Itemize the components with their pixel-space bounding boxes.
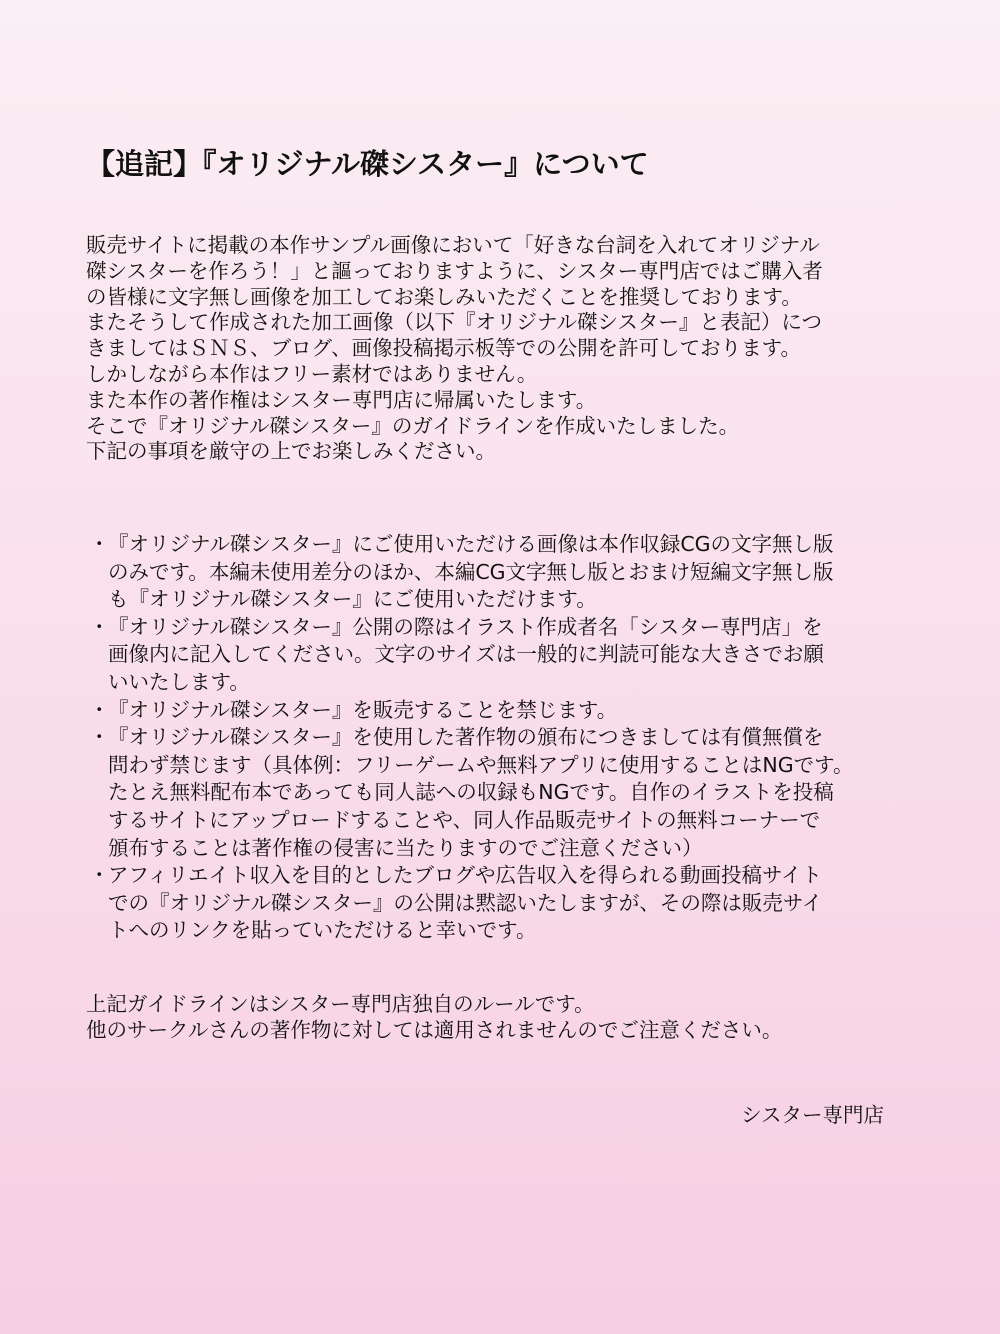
closing-paragraph: [86, 992, 946, 1044]
rule-line: たとえ無料配布本であっても同人誌への収録もNGです。自作のイラストを投稿: [108, 780, 834, 805]
rule-item: [86, 531, 966, 614]
intro-line: きましてはＳＮＳ、ブログ、画像投稿掲示板等での公開を許可しております。: [86, 336, 802, 361]
intro-line: また本作の著作権はシスター専門店に帰属いたします。: [86, 387, 597, 412]
rule-line: 画像内に記入してください。文字のサイズは一般的に判読可能な大きさでお願: [108, 642, 824, 667]
closing-line: 上記ガイドラインはシスター専門店独自のルールです。: [86, 992, 595, 1016]
bullet-marker: ・: [89, 614, 110, 639]
rule-item: [86, 724, 966, 862]
rule-line: いいたします。: [108, 669, 250, 694]
intro-paragraph: [86, 233, 946, 465]
rule-line: のみです。本編未使用差分のほか、本編CG文字無し版とおまけ短編文字無し版: [108, 559, 834, 584]
rule-item: [86, 697, 966, 725]
intro-line: 下記の事項を厳守の上でお楽しみください。: [86, 439, 496, 464]
rule-line: トへのリンクを貼っていただけると幸いです。: [108, 918, 537, 943]
rule-item: [86, 614, 966, 697]
rule-line: での『オリジナル磔シスター』の公開は黙認いたしますが、その際は販売サイ: [108, 890, 823, 915]
bullet-marker: ・: [89, 863, 110, 888]
bullet-marker: ・: [89, 532, 110, 556]
rule-line: 『オリジナル磔シスター』を使用した著作物の頒布につきましては有償無償を: [108, 725, 824, 750]
closing-line: 他のサークルさんの著作物に対しては適用されませんのでご注意ください。: [86, 1017, 783, 1042]
rule-line: するサイトにアップロードすることや、同人作品販売サイトの無料コーナーで: [108, 807, 821, 832]
rule-line: 『オリジナル磔シスター』公開の際はイラスト作成者名「シスター専門店」を: [108, 614, 823, 639]
rules-list: [86, 531, 966, 945]
intro-line: の皆様に文字無し画像を加工してお楽しみいただくことを推奨しております。: [86, 284, 802, 309]
page-title: 【追記】『オリジナル磔シスター』について: [86, 147, 649, 181]
rule-line: アフィリエイト収入を目的としたブログや広告収入を得られる動画投稿サイト: [108, 863, 823, 888]
intro-line: またそうして作成された加工画像（以下『オリジナル磔シスター』と表記）につ: [86, 310, 822, 335]
signature: シスター専門店: [741, 1103, 884, 1127]
rule-line: 『オリジナル磔シスター』にご使用いただける画像は本作収録CGの文字無し版: [108, 532, 834, 556]
rule-line: 頒布することは著作権の侵害に当たりますのでご注意ください）: [108, 835, 703, 860]
intro-line: 販売サイトに掲載の本作サンプル画像において「好きな台詞を入れてオリジナル: [86, 233, 820, 257]
rule-line: 問わず禁じます（具体例：フリーゲームや無料アプリに使用することはNGです。: [108, 752, 854, 777]
bullet-marker: ・: [89, 725, 110, 750]
rule-line: 『オリジナル磔シスター』を販売することを禁じます。: [108, 697, 618, 722]
intro-line: しかしながら本作はフリー素材ではありません。: [86, 361, 538, 386]
intro-line: そこで『オリジナル磔シスター』のガイドラインを作成いたしました。: [86, 413, 740, 438]
bullet-marker: ・: [89, 697, 110, 722]
rule-item: [86, 862, 966, 945]
intro-line: 磔シスターを作ろう！」と謳っておりますように、シスター専門店ではご購入者: [86, 258, 823, 283]
rule-line: も『オリジナル磔シスター』にご使用いただけます。: [108, 587, 597, 612]
